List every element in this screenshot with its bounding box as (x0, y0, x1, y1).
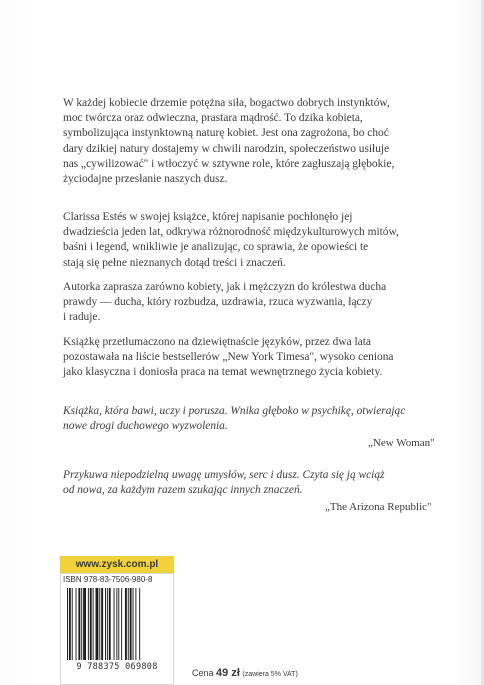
text-line: Autorka zaprasza zarówno kobiety, jak i mężczyzn do królestwa ducha (63, 281, 387, 293)
review-quote-1 (63, 404, 443, 434)
text-line: dwadzieścia jeden lat, odkrywa różnorodność międzykulturowych mitów, (63, 226, 399, 239)
barcode-digits: 9 788375 069808 (76, 662, 158, 672)
quote-line: od nowa, za każdym razem szukając innych znaczeń. (63, 484, 303, 497)
text-line: Clarissa Estés w swojej książce, której napisanie pochłonęło jej (63, 211, 353, 223)
quote-line: nowe drogi duchowego wyzwolenia. (63, 420, 228, 433)
text-line: symbolizująca instynktowną naturę kobiet. Jest ona zagrożona, bo choć (63, 127, 389, 140)
quote-source-arizona-republic: „The Arizona Republic" (325, 501, 432, 513)
text-line: baśni i legend, wnikliwie je analizując, co sprawia, że opowieści te (63, 241, 369, 254)
price-amount: 49 zł (216, 667, 240, 679)
text-line: stają się pełne nieznanych dotąd treści i znaczeń. (63, 256, 286, 269)
text-line: i raduje. (63, 311, 101, 324)
review-quote-2 (63, 468, 443, 498)
text-line: nas „cywilizować" i wtłoczyć w sztywne role, które zagłuszają głębokie, (63, 157, 395, 170)
description-paragraph-1 (63, 96, 443, 187)
price-label (192, 668, 298, 680)
text-line: moc twórcza oraz odwieczna, prastara mądrość. To dzika kobieta, (63, 112, 363, 125)
text-line: W każdej kobiecie drzemie potężna siła, bogactwo dobrych instynktów, (63, 97, 390, 109)
description-paragraph-2 (63, 210, 443, 271)
isbn-number: ISBN 978-83-7506-980-8 (63, 575, 153, 584)
quote-line: Książka, która bawi, uczy i porusza. Wnika głęboko w psychikę, otwierając (63, 405, 406, 417)
text-line: jako klasyczna i doniosła praca na temat wewnętrznego życia kobiety. (63, 366, 383, 379)
price-vat-note: (zawiera 5% VAT) (242, 671, 298, 678)
price-prefix: Cena (192, 668, 214, 678)
publisher-url-label: www.zysk.com.pl (60, 556, 174, 573)
barcode-icon (66, 588, 170, 660)
text-line: prawdy — ducha, który rozbudza, uzdrawia, rzuca wyzwania, łączy (63, 296, 373, 309)
description-paragraph-4 (63, 335, 443, 381)
quote-line: Przykuwa niepodzielną uwagę umysłów, serc i dusz. Czyta się ją wciąż (63, 469, 385, 481)
text-line: życiodajne przesłanie naszych dusz. (63, 173, 228, 186)
text-line: dary dzikiej natury dostajemy w chwili narodzin, społeczeństwo usiłuje (63, 142, 390, 155)
quote-source-new-woman: „New Woman" (368, 437, 435, 449)
text-line: Książkę przetłumaczono na dziewiętnaście języków, przez dwa lata (63, 336, 371, 348)
description-paragraph-3 (63, 280, 443, 326)
text-line: pozostawała na liście bestsellerów „New York Timesa", wysoko ceniona (63, 351, 394, 364)
